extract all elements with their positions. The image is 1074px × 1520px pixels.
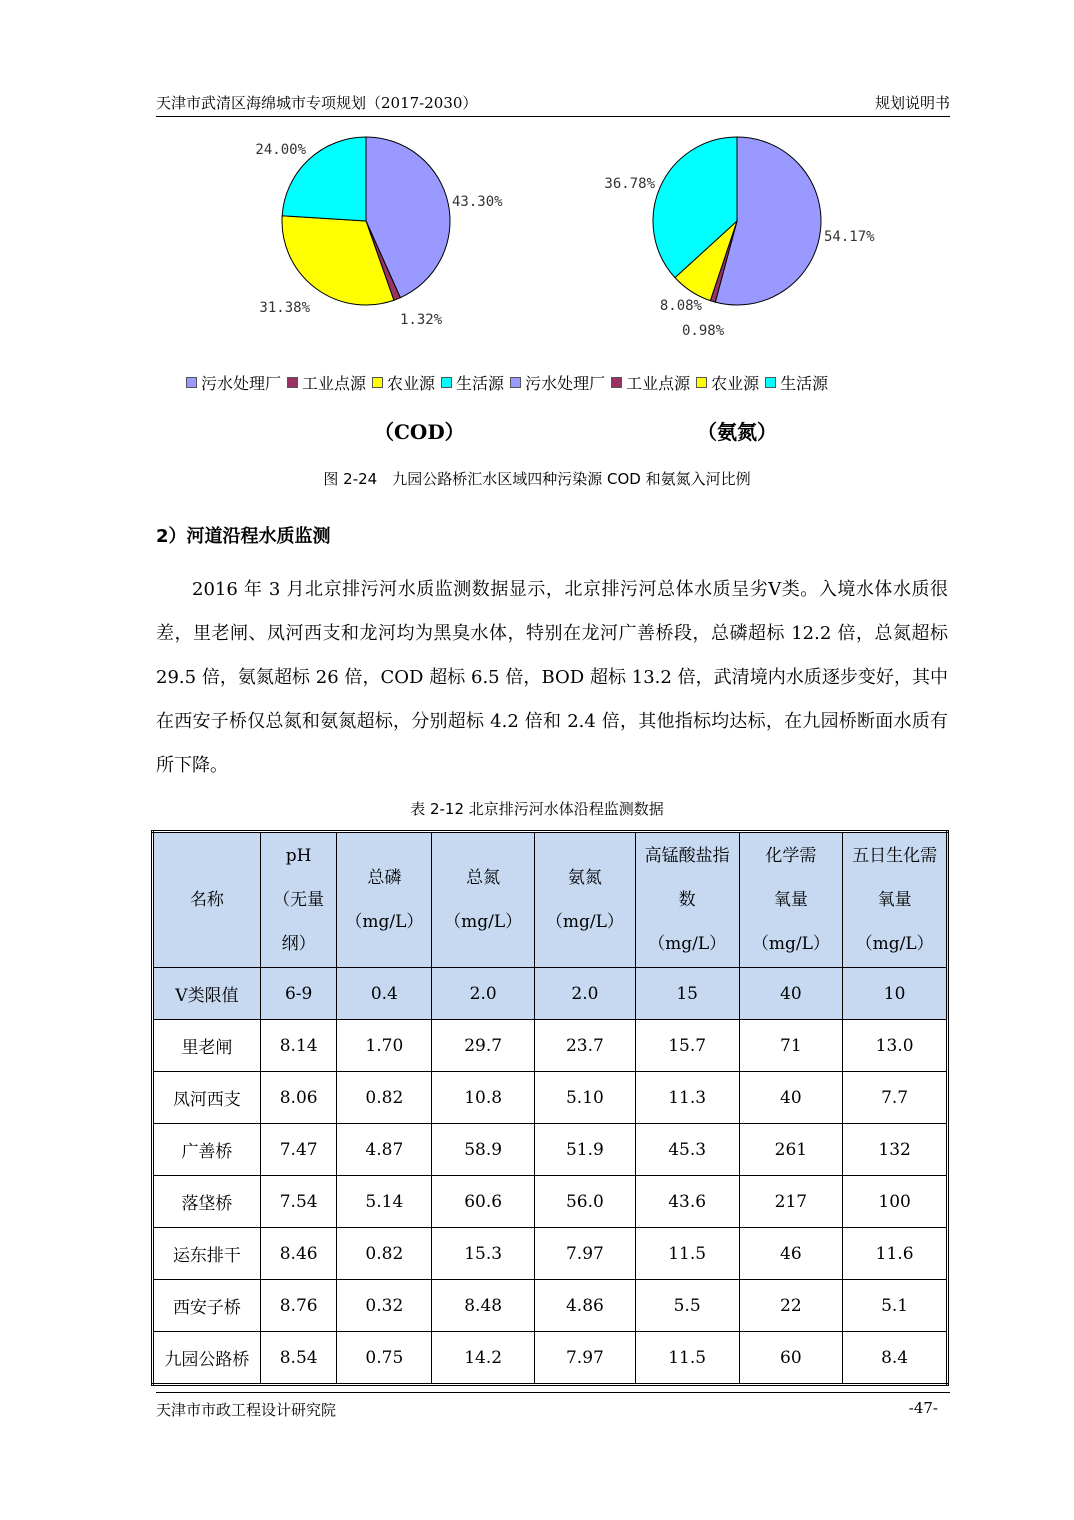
site-name-cell: 西安子桥 (153, 1280, 261, 1332)
value-cell: 60 (739, 1332, 843, 1385)
legend-item (287, 374, 366, 393)
header-doc-type: 规划说明书 (874, 94, 950, 112)
header-title: 天津市武清区海绵城市专项规划（2017-2030） (156, 94, 478, 112)
value-cell: 8.46 (260, 1228, 337, 1280)
value-cell: 14.2 (432, 1332, 535, 1385)
monitoring-table (151, 830, 949, 1386)
value-cell: 13.0 (843, 1020, 948, 1072)
header-cell (260, 832, 337, 968)
value-cell: 11.5 (635, 1228, 739, 1280)
legend-item (510, 374, 605, 393)
legend-label: 污水处理厂 (525, 374, 606, 393)
value-cell: 11.6 (843, 1228, 948, 1280)
legend-label: 工业点源 (302, 374, 367, 393)
header-cell (843, 832, 948, 968)
value-cell: 4.87 (337, 1124, 432, 1176)
slice-label: 54.17% (824, 229, 875, 245)
legend-label: 生活源 (780, 374, 829, 393)
legend-swatch (372, 377, 383, 388)
header-text: 氧量 (877, 890, 912, 910)
legend-swatch (696, 377, 707, 388)
slice-label: 0.98% (682, 323, 725, 339)
site-name-cell: 落垡桥 (153, 1176, 261, 1228)
table-header-row (153, 832, 948, 968)
slice-label: 1.32% (400, 312, 443, 328)
table-caption: 表 2-12 北京排污河水体沿程监测数据 (410, 800, 664, 818)
legend-swatch (186, 377, 197, 388)
slice-label: 43.30% (452, 194, 503, 210)
limit-cell: 40 (739, 968, 843, 1020)
legend-label: 生活源 (456, 374, 505, 393)
legend-item (611, 374, 690, 393)
value-cell: 8.48 (432, 1280, 535, 1332)
table-row (153, 1332, 948, 1385)
header-cell (635, 832, 739, 968)
header-cell (337, 832, 432, 968)
value-cell: 46 (739, 1228, 843, 1280)
value-cell: 22 (739, 1280, 843, 1332)
legend-swatch (611, 377, 622, 388)
limit-cell: 15 (635, 968, 739, 1020)
value-cell: 5.1 (843, 1280, 948, 1332)
site-name-cell: 运东排干 (153, 1228, 261, 1280)
site-name-cell: 里老闸 (153, 1020, 261, 1072)
header-text: （mg/L） (345, 912, 424, 932)
value-cell: 45.3 (635, 1124, 739, 1176)
value-cell: 10.8 (432, 1072, 535, 1124)
value-cell: 5.10 (535, 1072, 636, 1124)
value-cell: 7.47 (260, 1124, 337, 1176)
limit-cell: Ⅴ类限值 (153, 968, 261, 1020)
header-text: 总磷 (367, 868, 402, 888)
header-cell (432, 832, 535, 968)
value-cell: 132 (843, 1124, 948, 1176)
value-cell: 15.3 (432, 1228, 535, 1280)
value-cell: 56.0 (535, 1176, 636, 1228)
limit-cell: 6-9 (260, 968, 337, 1020)
header-text: （mg/L） (444, 912, 523, 932)
limit-cell: 10 (843, 968, 948, 1020)
legend-label: 农业源 (387, 374, 436, 393)
table-row (153, 1020, 948, 1072)
value-cell: 8.76 (260, 1280, 337, 1332)
value-cell: 8.14 (260, 1020, 337, 1072)
value-cell: 58.9 (432, 1124, 535, 1176)
header-text: 化学需 (765, 846, 817, 866)
value-cell: 7.97 (535, 1332, 636, 1385)
legend-item (186, 374, 281, 393)
chart-subtitle-ammonia: （氨氮） (697, 420, 777, 444)
value-cell: 261 (739, 1124, 843, 1176)
header-cell (153, 832, 261, 968)
value-cell: 15.7 (635, 1020, 739, 1072)
value-cell: 11.3 (635, 1072, 739, 1124)
table-row (153, 1228, 948, 1280)
page-header (156, 92, 950, 117)
value-cell: 60.6 (432, 1176, 535, 1228)
value-cell: 5.5 (635, 1280, 739, 1332)
legend-item (765, 374, 828, 393)
value-cell: 7.97 (535, 1228, 636, 1280)
slice-label: 24.00% (255, 142, 306, 158)
value-cell: 0.75 (337, 1332, 432, 1385)
value-cell: 71 (739, 1020, 843, 1072)
footer-institute: 天津市市政工程设计研究院 (156, 1401, 337, 1419)
section-title: 2）河道沿程水质监测 (156, 526, 331, 547)
value-cell: 7.7 (843, 1072, 948, 1124)
limit-cell: 2.0 (535, 968, 636, 1020)
legend-label: 工业点源 (626, 374, 691, 393)
header-cell (739, 832, 843, 968)
legend-label: 农业源 (711, 374, 760, 393)
slice-label: 8.08% (659, 298, 702, 314)
value-cell: 8.4 (843, 1332, 948, 1385)
legend-swatch (510, 377, 521, 388)
value-cell: 217 (739, 1176, 843, 1228)
value-cell: 0.82 (337, 1228, 432, 1280)
value-cell: 29.7 (432, 1020, 535, 1072)
chart-legend (186, 371, 946, 395)
header-text: 名称 (189, 890, 224, 910)
page-footer (156, 1392, 950, 1419)
header-text: （mg/L） (545, 912, 624, 932)
value-cell: 4.86 (535, 1280, 636, 1332)
body-paragraph: 2016 年 3 月北京排污河水质监测数据显示，北京排污河总体水质呈劣Ⅴ类。入境水体水质很差，里老闸、凤河西支和龙河均为黑臭水体，特别在龙河广善桥段，总磷超标 12.2 倍，总氮超标 29.5 倍，氨氮超标 26 倍，COD 超标 6.5 倍，BOD 超标 13.2 倍，武清境内水质逐步变好，其中在西安子桥仅总氮和氨氮超标，分别超标 4.2 倍和 2.4 倍，其他指标均达标，在九园桥断面水质有所下降。 (156, 579, 948, 776)
value-cell: 7.54 (260, 1176, 337, 1228)
figure-caption: 图 2-24 九园公路桥汇水区域四种污染源 COD 和氨氮入河比例 (323, 470, 751, 488)
value-cell: 5.14 (337, 1176, 432, 1228)
slice-label: 31.38% (259, 300, 310, 316)
value-cell: 23.7 (535, 1020, 636, 1072)
limit-cell: 2.0 (432, 968, 535, 1020)
legend-swatch (287, 377, 298, 388)
value-cell: 11.5 (635, 1332, 739, 1385)
header-text: 氨氮 (567, 868, 602, 888)
header-text: （mg/L） (648, 934, 727, 954)
value-cell: 8.54 (260, 1332, 337, 1385)
legend-item (441, 374, 504, 393)
header-text: pH (285, 846, 312, 866)
legend-label: 污水处理厂 (201, 374, 282, 393)
header-cell (535, 832, 636, 968)
page-number: -47- (908, 1399, 938, 1417)
value-cell: 0.32 (337, 1280, 432, 1332)
table-row (153, 1072, 948, 1124)
header-text: （无量 (273, 890, 325, 910)
limit-cell: 0.4 (337, 968, 432, 1020)
legend-swatch (765, 377, 776, 388)
legend-item (372, 374, 435, 393)
table-row (153, 1280, 948, 1332)
value-cell: 100 (843, 1176, 948, 1228)
value-cell: 1.70 (337, 1020, 432, 1072)
table-limit-row (153, 968, 948, 1020)
pie-charts (0, 120, 1074, 340)
value-cell: 43.6 (635, 1176, 739, 1228)
site-name-cell: 凤河西支 (153, 1072, 261, 1124)
pie-chart-ammonia (604, 137, 875, 339)
header-text: 数 (678, 890, 696, 910)
site-name-cell: 九园公路桥 (153, 1332, 261, 1385)
chart-subtitle-cod: （COD） (374, 420, 465, 444)
pie-chart-cod (255, 137, 503, 328)
table-row (153, 1176, 948, 1228)
slice-label: 36.78% (604, 176, 655, 192)
value-cell: 0.82 (337, 1072, 432, 1124)
header-text: （mg/L） (855, 934, 934, 954)
value-cell: 40 (739, 1072, 843, 1124)
table-row (153, 1124, 948, 1176)
legend-swatch (441, 377, 452, 388)
header-text: 高锰酸盐指 (644, 846, 730, 866)
header-text: （mg/L） (751, 934, 830, 954)
value-cell: 51.9 (535, 1124, 636, 1176)
value-cell: 8.06 (260, 1072, 337, 1124)
header-text: 总氮 (466, 868, 501, 888)
site-name-cell: 广善桥 (153, 1124, 261, 1176)
header-text: 氧量 (773, 890, 808, 910)
legend-item (696, 374, 759, 393)
header-text: 纲） (281, 934, 316, 954)
header-text: 五日生化需 (852, 846, 938, 866)
